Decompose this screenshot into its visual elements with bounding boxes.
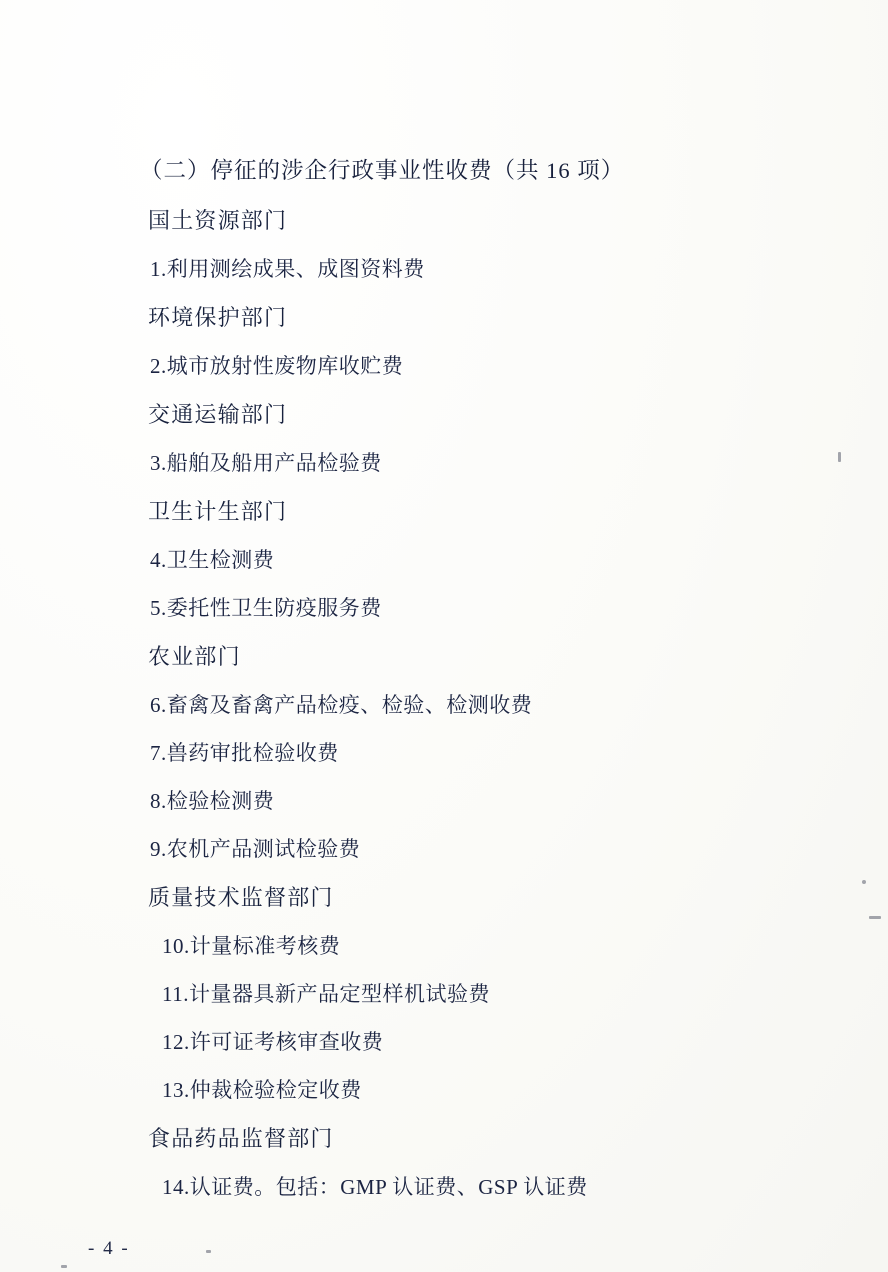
content-blocks	[140, 207, 760, 1199]
section-heading: （二）停征的涉企行政事业性收费（共 16 项）	[140, 158, 625, 183]
fee-item: 6.畜禽及畜禽产品检疫、检验、检测收费	[150, 692, 533, 717]
department-heading: 质量技术监督部门	[148, 884, 334, 910]
fee-item: 13.仲裁检验检定收费	[162, 1077, 362, 1102]
fee-item: 7.兽药审批检验收费	[150, 740, 339, 765]
fee-item: 3.船舶及船用产品检验费	[150, 450, 382, 475]
fee-item: 8.检验检测费	[150, 788, 275, 813]
fee-item: 5.委托性卫生防疫服务费	[150, 595, 382, 620]
department-heading: 卫生计生部门	[148, 498, 288, 524]
scan-speck-icon	[869, 916, 881, 919]
department-heading: 农业部门	[148, 643, 241, 669]
document-body	[140, 160, 760, 1225]
fee-item: 9.农机产品测试检验费	[150, 836, 361, 861]
department-heading: 交通运输部门	[148, 401, 288, 427]
fee-item: 14.认证费。包括：GMP 认证费、GSP 认证费	[162, 1174, 588, 1199]
fee-item: 10.计量标准考核费	[162, 933, 341, 958]
scan-speck-icon	[61, 1265, 67, 1268]
department-heading: 环境保护部门	[148, 304, 288, 330]
fee-item: 4.卫生检测费	[150, 547, 275, 572]
department-heading: 国土资源部门	[148, 207, 288, 233]
department-heading: 食品药品监督部门	[148, 1125, 334, 1151]
fee-item: 1.利用测绘成果、成图资料费	[150, 256, 425, 281]
scan-speck-icon	[206, 1250, 211, 1253]
scan-speck-icon	[862, 880, 866, 884]
page-number: - 4 -	[88, 1238, 130, 1259]
fee-item: 2.城市放射性废物库收贮费	[150, 353, 404, 378]
fee-item: 12.许可证考核审查收费	[162, 1029, 384, 1054]
fee-item: 11.计量器具新产品定型样机试验费	[162, 981, 490, 1006]
scan-speck-icon	[838, 452, 841, 462]
